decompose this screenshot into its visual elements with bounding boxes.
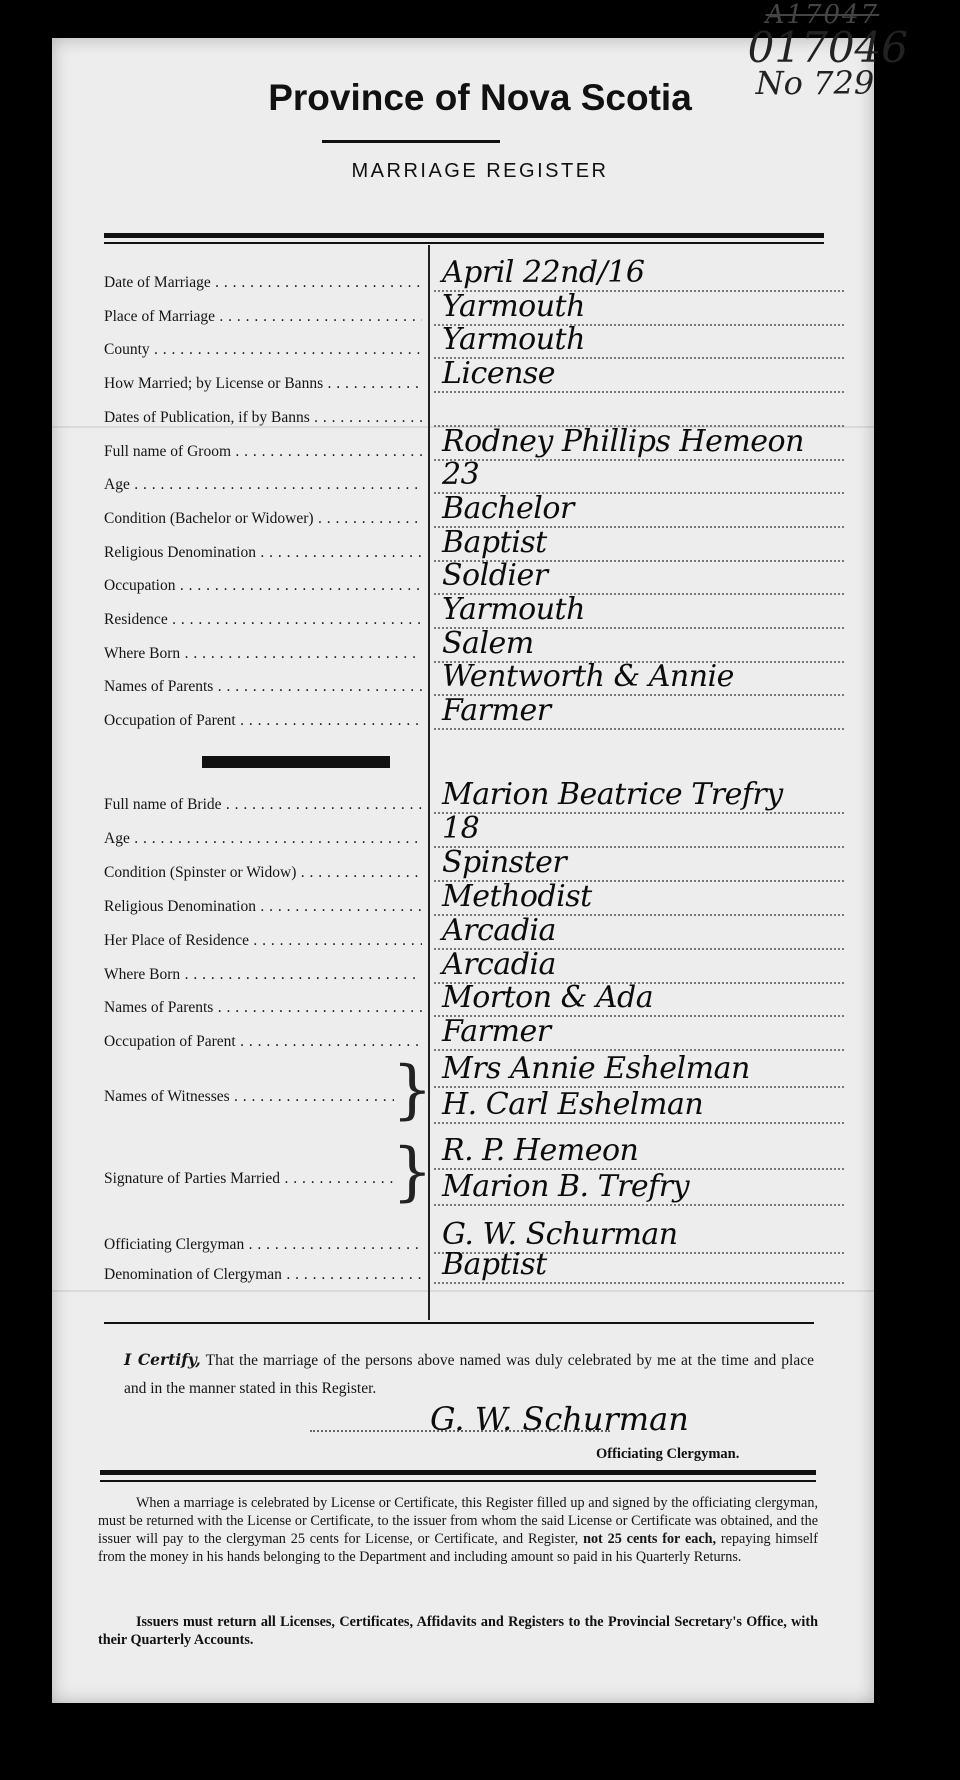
clergyman-signature: G. W. Schurman [430, 1400, 689, 1438]
handwritten-entry: Salem [442, 625, 534, 661]
field-label: Where Born . . . [104, 966, 422, 984]
notice-rule [100, 1470, 816, 1475]
brace-icon: } [392, 1135, 433, 1209]
field-label: Dates of Publication, if by Banns . . . [104, 409, 422, 427]
fold-line [52, 1290, 874, 1292]
notice-rule-thin [100, 1480, 816, 1482]
registry-number-crossed: A17047 [765, 0, 880, 30]
handwritten-entry: Arcadia [442, 946, 556, 982]
field-label: Her Place of Residence . . . [104, 932, 422, 950]
field-label: Signature of Parties Married . . . [104, 1170, 394, 1188]
clergy-row [104, 1247, 844, 1288]
entry-line [434, 1282, 844, 1284]
handwritten-entry: Wentworth & Annie [442, 659, 734, 695]
registry-entry-number: No 729 [755, 64, 875, 102]
handwritten-entry: R. P. Hemeon [442, 1133, 639, 1168]
brace-icon: } [392, 1053, 433, 1127]
field-label: Names of Parents . . . [104, 999, 422, 1017]
handwritten-entry: Marion Beatrice Trefry [442, 777, 783, 812]
field-label: Religious Denomination . . . [104, 544, 422, 562]
certification-text [124, 1346, 814, 1403]
handwritten-entry: April 22nd/16 [442, 255, 645, 290]
field-label: Date of Marriage . . . [104, 274, 422, 292]
handwritten-entry: H. Carl Eshelman [442, 1087, 704, 1122]
issuers-notice: Issuers must return all Licenses, Certificates, Affidavits and Registers to the Provincial Secretary's Office, with their Quarterly Accounts. [98, 1614, 818, 1648]
field-label: Officiating Clergyman . . . [104, 1236, 422, 1254]
field-label: Full name of Bride . . . [104, 796, 422, 814]
handwritten-entry: Farmer [442, 693, 551, 729]
handwritten-entry: 18 [442, 810, 480, 846]
handwritten-entry: Spinster [442, 844, 567, 880]
notice-part1: When a marriage is celebrated by License or Certificate, this Register filled up and signed by the officiating clergyman, must be returned with the License or Certificate, to the issuer from whom the said License or Certificate was obtained, and the issuer will pay to the clergyman 25 cents for License, or Certificate, and Register, [98, 1495, 818, 1547]
header-rule-thin [104, 242, 824, 244]
title-rule [322, 140, 500, 143]
page-subtitle: MARRIAGE REGISTER [351, 160, 609, 182]
field-label: Occupation . . . [104, 577, 422, 595]
entry-line [434, 391, 844, 393]
handwritten-entry: 23 [442, 457, 480, 493]
field-label: Names of Parents . . . [104, 678, 422, 696]
groom-row [104, 693, 844, 734]
field-label: Residence . . . [104, 611, 422, 629]
field-label: Age . . . [104, 830, 422, 848]
handwritten-entry: Rodney Phillips Hemeon [442, 423, 804, 459]
field-label: Occupation of Parent . . . [104, 712, 422, 730]
field-label: Condition (Bachelor or Widower) . . . [104, 510, 422, 528]
field-label: Denomination of Clergyman . . . [104, 1266, 422, 1284]
registry-number: 017046 [747, 23, 908, 72]
handwritten-entry: Yarmouth [442, 592, 585, 627]
header-rule [104, 233, 824, 238]
field-label: Condition (Spinster or Widow) . . . [104, 864, 422, 882]
certify-lead: I Certify, [124, 1350, 201, 1369]
notice-part2: repaying himself from the money in his hands belonging to the Department and including amount so paid in his Quarterly Returns. [98, 1531, 818, 1565]
handwritten-entry: Yarmouth [442, 288, 585, 324]
entry-line [434, 1204, 844, 1206]
handwritten-entry: Soldier [442, 558, 548, 594]
field-label: Occupation of Parent . . . [104, 1033, 422, 1051]
entry-line [434, 728, 844, 730]
certify-rule [104, 1322, 814, 1324]
instructions-notice [98, 1494, 818, 1566]
certify-body: That the marriage of the persons above named was duly celebrated by me at the time and place and in the manner stated in this Register. [124, 1352, 814, 1397]
handwritten-entry: Bachelor [442, 490, 574, 526]
field-label: How Married; by License or Banns . . . [104, 375, 422, 393]
field-label: Where Born . . . [104, 645, 422, 663]
bride-section-bar [202, 756, 390, 768]
handwritten-entry: Arcadia [442, 912, 556, 948]
notice-emphasis: not 25 cents for each, [583, 1531, 717, 1547]
field-label: Place of Marriage . . . [104, 308, 422, 326]
handwritten-entry: Baptist [442, 1247, 547, 1282]
handwritten-entry: Methodist [442, 878, 592, 914]
field-label: Age . . . [104, 476, 422, 494]
field-label: Full name of Groom . . . [104, 443, 422, 461]
handwritten-entry: Morton & Ada [442, 980, 654, 1016]
handwritten-entry: G. W. Schurman [442, 1217, 678, 1252]
handwritten-entry: Farmer [442, 1014, 551, 1050]
handwritten-entry: Marion B. Trefry [442, 1169, 690, 1204]
handwritten-entry: Yarmouth [442, 322, 585, 358]
handwritten-entry: Mrs Annie Eshelman [442, 1051, 750, 1086]
page-title: Province of Nova Scotia [268, 77, 692, 118]
field-label: Names of Witnesses . . . [104, 1088, 394, 1106]
handwritten-entry: Baptist [442, 524, 547, 560]
entry-line [434, 1122, 844, 1124]
handwritten-entry: License [442, 356, 556, 392]
signature-caption: Officiating Clergyman. [596, 1446, 740, 1462]
field-label: Religious Denomination . . . [104, 898, 422, 916]
groom-row [104, 356, 844, 397]
field-label: County . . . [104, 341, 422, 359]
